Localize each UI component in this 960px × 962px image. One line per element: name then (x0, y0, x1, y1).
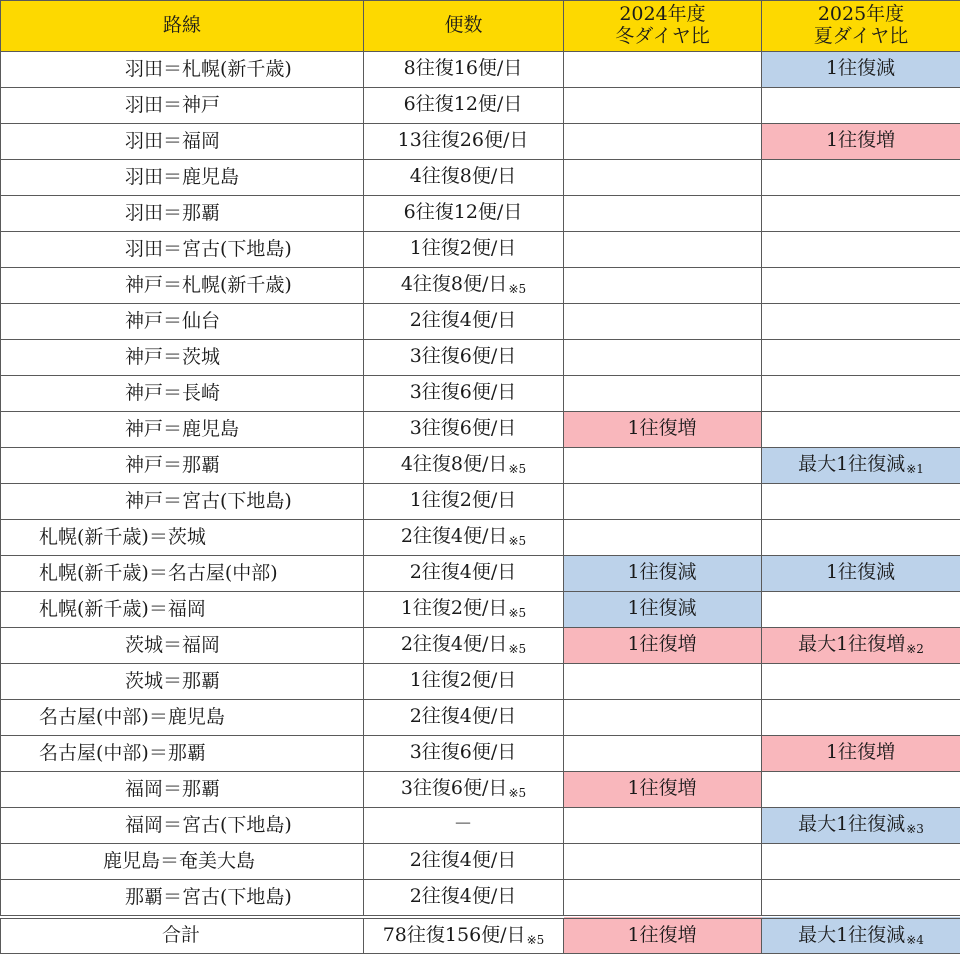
frequency-cell (364, 412, 564, 448)
header-winter-2024 (564, 1, 762, 52)
header-summer-2025-year: 2025年度 (817, 3, 905, 26)
diff-value: 1往復減 (825, 561, 896, 584)
frequency-value: 6往復12便/日 (403, 93, 523, 116)
frequency-cell (364, 268, 564, 304)
route-cell: 札幌(新千歳)＝名古屋(中部) (1, 556, 364, 592)
frequency-cell (364, 700, 564, 736)
table-row (1, 808, 960, 844)
route-cell: 神戸＝札幌(新千歳) (1, 268, 364, 304)
header-summer-2025-label: 夏ダイヤ比 (813, 25, 909, 47)
table-row (1, 268, 960, 304)
diff-value: 最大1往復増 (798, 633, 906, 656)
frequency-cell (364, 124, 564, 160)
frequency-value: 1往復2便/日 (409, 669, 517, 692)
frequency-cell (364, 844, 564, 880)
footnote-mark: ※3 (906, 822, 924, 837)
route-cell: 那覇＝宮古(下地島) (1, 880, 364, 918)
frequency-value: 2往復4便/日 (409, 849, 517, 872)
summer-2025-diff-cell (762, 124, 960, 160)
frequency-cell (364, 196, 564, 232)
table-row (1, 412, 960, 448)
summer-2025-diff-cell (762, 556, 960, 592)
winter-2024-diff-cell (564, 196, 762, 232)
route-cell: 羽田＝宮古(下地島) (1, 232, 364, 268)
summer-2025-diff-cell (762, 232, 960, 268)
table-row (1, 52, 960, 88)
winter-2024-diff-cell (564, 700, 762, 736)
summer-2025-diff-cell (762, 844, 960, 880)
diff-value: 1往復増 (627, 633, 697, 656)
route-cell: 福岡＝那覇 (1, 772, 364, 808)
frequency-cell (364, 808, 564, 844)
summer-2025-diff-cell (762, 628, 960, 664)
frequency-cell (364, 592, 564, 628)
winter-2024-diff-cell (564, 412, 762, 448)
frequency-value: 3往復6便/日 (409, 741, 517, 764)
frequency-value: 3往復6便/日 (400, 777, 508, 800)
table-row (1, 88, 960, 124)
winter-2024-diff-cell (564, 376, 762, 412)
route-cell: 羽田＝鹿児島 (1, 160, 364, 196)
footnote-mark: ※5 (508, 534, 527, 549)
summer-2025-diff-cell (762, 736, 960, 772)
total-row (1, 917, 960, 954)
winter-2024-diff-cell (564, 232, 762, 268)
route-cell: 羽田＝那覇 (1, 196, 364, 232)
header-row (1, 1, 960, 52)
winter-2024-diff-cell (564, 628, 762, 664)
summer-2025-diff-cell (762, 700, 960, 736)
summer-2025-diff-cell (762, 304, 960, 340)
frequency-cell (364, 232, 564, 268)
table-row (1, 232, 960, 268)
footnote-mark: ※5 (508, 642, 527, 657)
table-row (1, 520, 960, 556)
frequency-value: 3往復6便/日 (409, 345, 517, 368)
summer-2025-diff-cell (762, 448, 960, 484)
winter-2024-diff-cell (564, 880, 762, 918)
frequency-value: 2往復4便/日 (409, 885, 517, 908)
route-cell: 神戸＝茨城 (1, 340, 364, 376)
frequency-cell (364, 88, 564, 124)
route-cell: 神戸＝長崎 (1, 376, 364, 412)
route-cell: 札幌(新千歳)＝茨城 (1, 520, 364, 556)
summer-2025-diff-cell (762, 160, 960, 196)
table-row (1, 700, 960, 736)
frequency-value: 1往復2便/日 (409, 237, 517, 260)
frequency-cell (364, 448, 564, 484)
header-winter-2024-label: 冬ダイヤ比 (615, 25, 710, 47)
frequency-cell (364, 160, 564, 196)
diff-value: 1往復減 (825, 57, 896, 80)
table-row (1, 664, 960, 700)
winter-2024-diff-cell (564, 268, 762, 304)
frequency-cell (364, 772, 564, 808)
frequency-value: 4往復8便/日 (400, 273, 508, 296)
winter-2024-diff-cell (564, 736, 762, 772)
summer-2025-diff-cell (762, 520, 960, 556)
table-row (1, 628, 960, 664)
header-winter-2024-year: 2024年度 (619, 3, 706, 26)
table-row (1, 340, 960, 376)
winter-2024-diff-cell (564, 340, 762, 376)
summer-2025-diff-cell (762, 808, 960, 844)
route-cell: 神戸＝仙台 (1, 304, 364, 340)
route-cell: 名古屋(中部)＝鹿児島 (1, 700, 364, 736)
summer-2025-diff-cell (762, 88, 960, 124)
frequency-value: － (453, 813, 473, 836)
footnote-mark: ※5 (526, 932, 545, 947)
frequency-cell (364, 520, 564, 556)
table-row (1, 484, 960, 520)
route-cell: 福岡＝宮古(下地島) (1, 808, 364, 844)
route-cell: 札幌(新千歳)＝福岡 (1, 592, 364, 628)
table-row (1, 124, 960, 160)
frequency-cell (364, 52, 564, 88)
footnote-mark: ※5 (508, 462, 527, 477)
header-route: 路線 (1, 1, 364, 52)
frequency-value: 4往復8便/日 (409, 165, 517, 188)
frequency-value: 8往復16便/日 (403, 57, 523, 80)
frequency-value: 1往復2便/日 (409, 489, 517, 512)
frequency-value: 2往復4便/日 (409, 705, 517, 728)
diff-value: 1往復増 (825, 741, 896, 764)
summer-2025-diff-cell (762, 268, 960, 304)
winter-2024-diff-cell (564, 556, 762, 592)
frequency-value: 6往復12便/日 (403, 201, 523, 224)
diff-value: 最大1往復減 (798, 923, 906, 946)
summer-2025-diff-cell (762, 664, 960, 700)
table-row (1, 592, 960, 628)
route-cell: 羽田＝札幌(新千歳) (1, 52, 364, 88)
route-cell: 茨城＝那覇 (1, 664, 364, 700)
table-row (1, 376, 960, 412)
route-cell: 羽田＝福岡 (1, 124, 364, 160)
frequency-cell (364, 880, 564, 918)
route-cell: 羽田＝神戸 (1, 88, 364, 124)
summer-2025-diff-cell (762, 52, 960, 88)
diff-value: 1往復増 (825, 129, 896, 152)
summer-2025-diff-cell (762, 376, 960, 412)
summer-2025-diff-cell (762, 412, 960, 448)
summer-2025-diff-cell (762, 484, 960, 520)
table-row (1, 448, 960, 484)
footnote-mark: ※5 (508, 786, 527, 801)
table-row (1, 844, 960, 880)
frequency-value: 2往復4便/日 (409, 309, 517, 332)
diff-value: 1往復増 (627, 417, 697, 440)
winter-2024-diff-cell (564, 124, 762, 160)
frequency-value: 3往復6便/日 (409, 381, 517, 404)
winter-2024-diff-cell (564, 160, 762, 196)
summer-2025-diff-cell (762, 592, 960, 628)
footnote-mark: ※4 (906, 932, 924, 947)
frequency-value: 13往復26便/日 (397, 129, 529, 152)
route-cell: 茨城＝福岡 (1, 628, 364, 664)
winter-2024-diff-cell (564, 520, 762, 556)
frequency-value: 2往復4便/日 (400, 633, 508, 656)
header-summer-2025 (762, 1, 960, 52)
winter-2024-diff-cell (564, 448, 762, 484)
total-summer-2025-diff-cell (762, 917, 960, 954)
table-row (1, 556, 960, 592)
diff-value: 1往復減 (627, 597, 697, 620)
total-winter-2024-diff-cell (564, 917, 762, 954)
total-frequency-cell (364, 917, 564, 954)
route-cell: 神戸＝宮古(下地島) (1, 484, 364, 520)
frequency-cell (364, 304, 564, 340)
winter-2024-diff-cell (564, 808, 762, 844)
route-cell: 名古屋(中部)＝那覇 (1, 736, 364, 772)
table-row (1, 304, 960, 340)
table-row (1, 736, 960, 772)
route-cell: 鹿児島＝奄美大島 (1, 844, 364, 880)
summer-2025-diff-cell (762, 772, 960, 808)
route-cell: 神戸＝那覇 (1, 448, 364, 484)
total-frequency-value: 78往復156便/日 (382, 923, 526, 946)
footnote-mark: ※2 (906, 642, 924, 657)
winter-2024-diff-cell (564, 88, 762, 124)
winter-2024-diff-cell (564, 664, 762, 700)
diff-value: 最大1往復減 (798, 813, 906, 836)
header-frequency: 便数 (364, 1, 564, 52)
route-cell: 神戸＝鹿児島 (1, 412, 364, 448)
table-row (1, 196, 960, 232)
footnote-mark: ※5 (508, 606, 527, 621)
diff-value: 1往復増 (627, 923, 697, 946)
winter-2024-diff-cell (564, 304, 762, 340)
winter-2024-diff-cell (564, 592, 762, 628)
footnote-mark: ※1 (906, 462, 924, 477)
summer-2025-diff-cell (762, 196, 960, 232)
footnote-mark: ※5 (508, 282, 527, 297)
diff-value: 最大1往復減 (798, 453, 906, 476)
table-row (1, 880, 960, 918)
winter-2024-diff-cell (564, 844, 762, 880)
frequency-value: 4往復8便/日 (400, 453, 508, 476)
frequency-value: 2往復4便/日 (400, 525, 508, 548)
frequency-cell (364, 340, 564, 376)
summer-2025-diff-cell (762, 340, 960, 376)
diff-value: 1往復減 (627, 561, 697, 584)
winter-2024-diff-cell (564, 484, 762, 520)
frequency-cell (364, 376, 564, 412)
table-row (1, 772, 960, 808)
frequency-value: 1往復2便/日 (400, 597, 508, 620)
winter-2024-diff-cell (564, 772, 762, 808)
table-row (1, 160, 960, 196)
winter-2024-diff-cell (564, 52, 762, 88)
frequency-cell (364, 664, 564, 700)
frequency-cell (364, 484, 564, 520)
total-label: 合計 (1, 917, 364, 954)
summer-2025-diff-cell (762, 880, 960, 918)
frequency-value: 2往復4便/日 (409, 561, 517, 584)
frequency-cell (364, 736, 564, 772)
frequency-value: 3往復6便/日 (409, 417, 517, 440)
frequency-cell (364, 628, 564, 664)
frequency-cell (364, 556, 564, 592)
diff-value: 1往復増 (627, 777, 697, 800)
